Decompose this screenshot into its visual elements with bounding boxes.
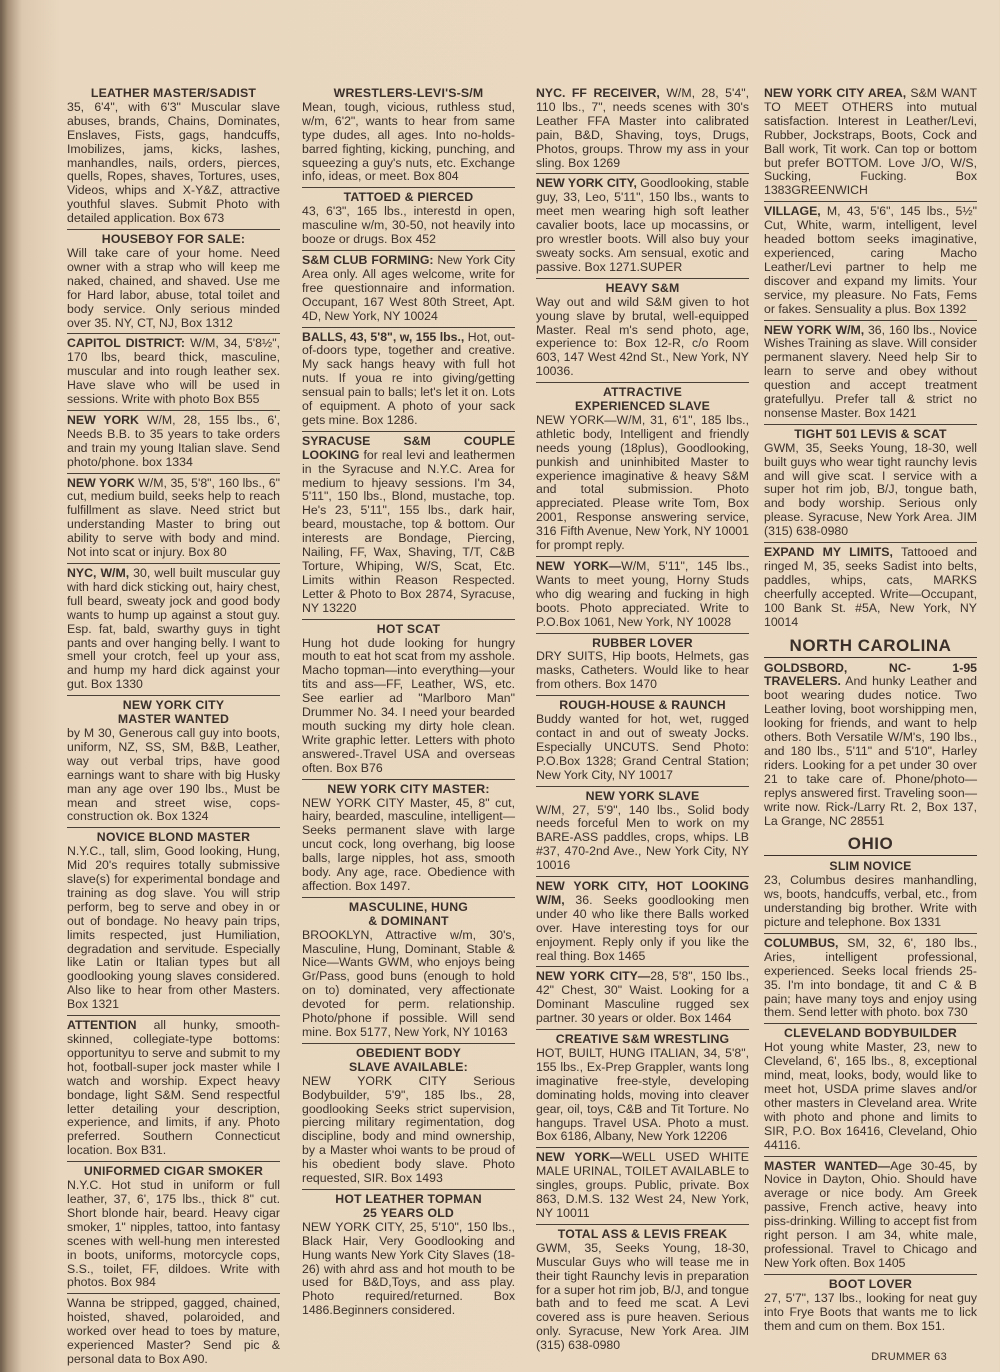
ad-body: Buddy wanted for hot, wet, rugged contact in and out of sweaty Jocks. Especially UNCUTS. Send Photo: P.O.Box 1328; Grand Central Station; New York City, NY 10017 <box>536 712 749 782</box>
ad-title: WRESTLERS-LEVI'S-S/M <box>333 86 484 100</box>
ad-lead: CAPITOL DISTRICT: <box>67 336 186 351</box>
ad-title: NEW YORK CITY MASTER: <box>327 781 490 796</box>
ad-body: Hot young white Master, 23, new to Cleveland, 6', 165 lbs., 8, exceptional mind, meat, looks, body, would like to meet hot, USDA prime slaves and/or other masters in Cleveland area. Write with photo and phone and limits to SIR, P.O. Box 16416, Cleveland, Ohio 44116. <box>764 1040 977 1152</box>
classified-ad <box>764 323 977 425</box>
ad-body: GWM, 35, Seeks Young, 18-30, well built guys who wear tight raunchy levis and will give scat. I service with a super hot rim job, B/J, tongue bath, and body worship. Serious only please. Syracuse, New York Area. JIM (315) 638-0980 <box>764 440 977 539</box>
ad-body: W/M, 34, 5'8½", 170 lbs, beard thick, masculine, muscular and into rough leather sex. Have slave who will be used in sessions. Write with photo Box B55 <box>67 336 281 407</box>
ad-body: for real levi and leathermen in the Syracuse and N.Y.C. Area for medium to hjeavy sessions. I'm 34, 5'11", 150 lbs., Blond, mustache, top. He's 23, 5'11", 155 lbs., dark hair, beard, moustache, top & bottom. Our interests are Bondage, Piercing, Nailing, FF, Wax, Shaving, T/T, C&B Torture, Whiping, W/S, Scat, Etc. Limits within Reason Respected. Letter & Photo to Box 2874, Syracuse, NY 13220 <box>302 447 515 615</box>
ad-body: HOT, BUILT, HUNG ITALIAN, 34, 5'8", 155 lbs., Ex-Prep Grappler, wants long imaginative free-style, developing dominating holds, moving into cleaver gear, oil, toys, C&B and Tit Torture. No hangups. Travel USA. Photo a must. Box 6186, Albany, New York 12206 <box>536 1046 749 1144</box>
ad-lead: BALLS, 43, 5'8", w, 155 lbs., <box>302 329 465 344</box>
classified-ad <box>764 427 977 543</box>
classified-ad <box>302 330 515 432</box>
ad-body: SM, 32, 6', 180 lbs., Aries, intelligent professional, experienced. Seeks local friends 25-35. I'm into bondage, tit and C & B pain; have many toys and enjoy using them. Send letter with photo. box 730 <box>764 935 977 1020</box>
ad-body: NEW YORK CITY Master, 45, 8" cut, hairy, bearded, masculine, intelligent—Seeks permanent slave with large uncut cock, long overhang, big loose balls, large nipples, hot ass, smooth body. Any age, race. Obedience with affection. Box 1497. <box>302 795 515 893</box>
classified-ad <box>764 204 977 320</box>
ad-lead: S&M CLUB FORMING: <box>302 252 434 267</box>
ad-body: New York City Area only. All ages welcome, write for free questionnaire and information. Occupant, 167 West 80th Street, Apt. 4D, New York, NY 10024 <box>302 252 515 323</box>
ad-title: ATTRACTIVE EXPERIENCED SLAVE <box>574 385 711 414</box>
classified-ad <box>67 232 280 334</box>
ad-title: NOVICE BLOND MASTER <box>96 830 251 845</box>
ad-lead: EXPAND MY LIMITS, <box>764 545 893 560</box>
classified-ad <box>67 566 280 696</box>
ad-lead: MASTER WANTED— <box>764 1158 891 1173</box>
ad-body: 36. Seeks goodlooking men under 40 who like there Balls worked over. Have interesting toys for our enjoyment. Reply only if you like the real thing. Box 1465 <box>536 892 749 963</box>
classified-ad <box>764 1026 977 1156</box>
ad-body: Hot, out-of-doors type, together and creative. My sack hangs heavy with full hot nuts. If youa re into giving/getting sensual pain to balls; let's let it on. Lots of equipment. A photo of your sack gets mine. Box 1286. <box>302 329 516 427</box>
classified-ad <box>536 1032 749 1148</box>
ad-body: Tattooed and ringed M, 35, seeks Sadist into belts, paddles, whips, cats, MARKS cheerfully accepted. Write—Occupant, 100 Bank St. #5A, New York, NY 10014 <box>764 545 977 629</box>
ad-body: 23, Columbus desires manhandling, ws, boots, handcuffs, verbal, etc., from understanding big brother. Write with picture and telephone. Box 1331 <box>764 873 977 930</box>
section-heading: NORTH CAROLINA <box>764 635 977 658</box>
classified-ad <box>764 1159 977 1275</box>
ad-body: And hunky Leather and boot wearing dudes notice. Two Leather loving, boot worshipping men, looking for friends, and want to help others. Both Versatile W/M's, 190 lbs., and 180 lbs., 5'11" and 5'10", Harley riders. Looking for a pet under 30 over 21 to take care of. Phone/photo—replys answered first. Traveling soon—write now. Rick-/Larry Rt. 2, Box 137, La Grange, NC 28551 <box>764 674 977 828</box>
ad-body: GWM, 35, Seeks Young, 18-30, Muscular Guys who will tease me in their tight Raunchy levis in preparation for a super hot rim job, B/J, and tongue bath and to feed me scat. A Levi covered ass is pure heaven. Serious only. Syracuse, New York Area. JIM (315) 638-0980 <box>536 1240 749 1353</box>
classified-ad <box>302 434 515 620</box>
ad-lead: NEW YORK CITY— <box>536 969 651 984</box>
ad-body: Wanna be stripped, gagged, chained, hoisted, shaved, polaroided, and worked over head to toes by mature, experienced Master? Send pic & personal data to Box A90. <box>67 1296 280 1366</box>
ad-lead: NEW YORK <box>67 412 139 427</box>
classified-ad <box>302 622 515 780</box>
ad-body: NEW YORK—W/M, 31, 6'1", 185 lbs., athletic body, Intelligent and friendly needs young (18plus), Goodlooking, punkish and uninhibited Master to experience imaginative & heavy S&M and total submission. Photo appreciated. Please write Tom, Box 2001, Response answering service, 316 Fifth Avenue, New York, NY 10001 for prompt reply. <box>536 412 749 553</box>
classified-ad <box>764 86 977 202</box>
ad-body: W/M, 5'11", 145 lbs., Wants to meet young, Horny Studs who dig wearing and fucking in high boots. Photo appreciated. Write to P.O.Box 1061, New York, NY 10028 <box>536 559 749 629</box>
ad-lead: NYC. FF RECEIVER, <box>536 86 660 100</box>
ad-title: CREATIVE S&M WRESTLING <box>555 1032 730 1047</box>
classified-ad <box>67 476 280 564</box>
ad-body: W/M, 27, 5'9", 140 lbs., Solid body needs forceful Men to work on my BARE-ASS paddles, crops, whips. LB #37, 470-2nd Ave., New York City, NY 10016 <box>536 802 749 873</box>
ad-body: Goodlooking, stable guy, 33, Leo, 5'11", 150 lbs., wants to meet men wearing high soft leather cavalier boots, lace up mocassins, or pro wrestler boots. Will also buy your sweaty socks. Am sensual, exotic and passive. Box 1271.SUPER <box>536 176 750 274</box>
ad-lead: NEW YORK CITY, <box>536 176 637 191</box>
ad-lead: GOLDSBORD, NC- 1-95 TRAVELERS. <box>764 660 977 689</box>
ad-lead: NEW YORK— <box>536 1150 623 1165</box>
ad-title: TOTAL ASS & LEVIS FREAK <box>557 1226 728 1241</box>
ad-body: 30, well built muscular guy with hard dick sticking out, hairy chest, full beard, sweaty jock and good body wants to hump up against a stout guy. Esp. fat, bald, swarthy guys in tight pants and over hanging belly. I want to smell your crotch, feel up your ass, and hump my hard dick against your gut. Box 1330 <box>67 566 280 692</box>
ad-body: all hunky, smooth-skinned, collegiate-type bottoms: opportunityu to serve and submit to my hot, football-super jock master while I watch and worship. Expect heavy bondage, light S&M. Send respectful letter detailing your description, experience, and limits, if any. Photo preferred. Southern Connecticut location. Box B31. <box>67 1018 280 1158</box>
column-1 <box>67 86 280 1372</box>
classified-ad <box>764 545 977 632</box>
ad-title: NEW YORK CITY MASTER WANTED <box>117 698 230 727</box>
ad-title: RUBBER LOVER <box>592 635 693 650</box>
ad-title: SLIM NOVICE <box>829 859 912 874</box>
ad-body: N.Y.C., tall, slim, Good looking, Hung, Mid 20's requires totally submissive slave(s) for experimental bondage and training as dog slave. You will strip perform, beg to serve and obey in or out of bondage. No heavy pain trips, limits respected, just Humiliation, degradation and servitude. Especially like Latin or Italian types but all goodlooking young slaves considered. Also like to hear from other Masters. Box 1321 <box>67 844 280 1012</box>
classified-ad <box>764 1277 977 1337</box>
classified-ad <box>536 1150 749 1225</box>
classified-ad <box>67 336 280 411</box>
classified-ad <box>764 859 977 934</box>
ad-title: NEW YORK SLAVE <box>585 788 700 803</box>
classified-ad <box>536 176 749 278</box>
ad-title: MASCULINE, HUNG & DOMINANT <box>348 899 469 928</box>
classified-ad <box>764 936 977 1024</box>
ad-lead: NYC, W/M, <box>67 566 130 580</box>
section-heading: OHIO <box>764 833 977 856</box>
classified-ad <box>302 1192 515 1321</box>
classified-ad <box>764 661 977 832</box>
ad-lead: NEW YORK CITY AREA, <box>764 86 907 100</box>
ad-body: by M 30, Generous call guy into boots, uniform, NZ, SS, SM, B&B, Leather, way out verbal trips, have good earnings want to share with big Husky man any age over 190 lbs., Must be mean and street wise, cops-construction ok. Box 1324 <box>67 725 280 824</box>
ad-body: Hung hot dude looking for hungry mouth to eat hot scat from my asshole. Macho topman—into everything—your tits and ass—FF, Leather, WS, etc. See earlier ad "Marlboro Man" Drummer No. 34. I need your bearded mouth sucking my dirty hole clean. Write graphic letter. Letters with photo answered-.Travel USA and overseas often. Box B76 <box>302 635 515 775</box>
classified-ad <box>302 253 515 328</box>
classified-ad <box>302 900 515 1044</box>
ad-title: HEAVY S&M <box>605 280 680 295</box>
column-4 <box>764 86 977 1364</box>
ad-lead: SYRACUSE S&M COUPLE LOOKING <box>302 433 515 462</box>
ad-body: 35, 6'4", with 6'3" Muscular slave abuses, brands, Chains, Dominates, Enslaves, Fists, gags, handcuffs, Imobilizes, jams, kicks, lashes, manhandles, nails, orders, pierces, quells, Ropes, shaves, Tortures, uses, Videos, whips and X-Y&Z, attractive youthful slaves. Submit Photo with detailed application. Box 673 <box>67 99 280 226</box>
ad-lead: NEW YORK W/M, <box>764 322 865 337</box>
ad-lead: VILLAGE, <box>764 204 821 219</box>
ad-body: WELL USED WHITE MALE URINAL, TOILET AVAILABLE to singles, groups. Public, private. Box 863, D.M.S. 132 West 24, New York, NY 10011 <box>536 1150 749 1220</box>
classified-ad <box>536 559 749 634</box>
ad-body: BROOKLYN, Attractive w/m, 30's, Masculine, Hung, Dominant, Stable & Nice—Wants GWM, who enjoys being Gr/Pass, good buns (enough to hold on to) dominated, very affectionate devoted for perm. relationship. Photo/phone if possible. Will send mine. Box 5177, New York, NY 10163 <box>302 927 515 1039</box>
ad-body: 36, 160 lbs., Novice Wishes Training as slave. Will consider permanent slavery. Need help Sir to learn to serve and obey without question and accept treatment gratefullyu. Prefer tall & strict no nonsense Master. Box 1421 <box>764 322 977 420</box>
ad-body: Will take care of your home. Need owner with a strap who will keep me naked, chained, and shaved. Use me for Hard labor, abuse, total toilet and body service. Only serious minded over 35. NY, CT, NJ, Box 1312 <box>67 245 280 330</box>
page-footer: DRUMMER 63 <box>871 1351 947 1364</box>
ad-title: ROUGH-HOUSE & RAUNCH <box>559 698 726 713</box>
ad-body: NEW YORK CITY, 25, 5'10", 150 lbs., Black Hair, Very Goodlooking and Hung wants New York City Slaves (18-26) with ahrd ass and hot mouth to be used for B&D,Toys, and ass play. Photo required/returned. Box 1486.Beginners considered. <box>302 1219 515 1318</box>
classified-ad <box>536 385 749 557</box>
classified-ad <box>536 789 749 877</box>
ad-body: 43, 6'3", 165 lbs., interestd in open, masculine w/m, 30-50, not heavily into booze or drugs. Box 452 <box>302 204 515 247</box>
classified-ad <box>536 281 749 383</box>
ad-lead: NEW YORK <box>67 475 135 490</box>
ad-body: W/M, 28, 155 lbs., 6', Needs B.B. to 35 years to take orders and train my young Italian slave. Send photo/phone. box 1334 <box>67 412 280 469</box>
ad-body: Age 30-45, by Novice in Dayton, Ohio. Should have average or nice body. Am Greek passive, French active, heavy into piss-drinking. Willing to accept fist from right person. I am 34, white male, professional. Travel to Chicago and New York often. Box 1405 <box>764 1158 977 1270</box>
ad-lead: ATTENTION <box>67 1018 137 1033</box>
ad-title: UNIFORMED CIGAR SMOKER <box>83 1164 264 1179</box>
ad-title: HOT LEATHER TOPMAN 25 YEARS OLD <box>335 1191 482 1220</box>
ad-body: Mean, tough, vicious, ruthless stud, w/m, 6'2", wants to hear from same type dudes, all ages. Into no-holds-barred fighting, kicking, punching, and squeezing a guy's nuts, etc. Exchange info, ideas, or meet. Box 804 <box>302 99 515 184</box>
classified-ad <box>302 190 515 251</box>
ad-body: Way out and wild S&M given to hot young slave by brutal, well-equipped Master. Real m's send photo, age, experience to: Box 12-R, c/o Room 603, 147 West 42nd St., New York, NY 10036. <box>536 294 749 379</box>
classified-ad <box>536 1227 749 1356</box>
ad-body: N.Y.C. Hot stud in uniform or full leather, 37, 6', 175 lbs., thick 8" cut. Short blonde hair, beard. Heavy cigar smoker, 1" nipples, tattoo, into fantasy scenes with well-hung men interested in boots, uniforms, motorcycle cops, S.S., toilet, FF, dildoes. Write with photos. Box 984 <box>67 1178 280 1290</box>
ad-lead: NEW YORK— <box>536 559 622 573</box>
ad-body: 27, 5'7", 137 lbs., looking for neat guy into Frye Boots that wants me to lick them and cum on them. Box 151. <box>764 1290 977 1333</box>
ad-lead: COLUMBUS, <box>764 935 839 950</box>
classified-ad <box>67 830 280 1016</box>
classified-ad <box>536 969 749 1030</box>
classified-ad <box>67 1018 280 1162</box>
ad-lead: NEW YORK CITY, HOT LOOKING W/M, <box>536 879 749 907</box>
classified-ad <box>67 1164 280 1294</box>
ad-body: W/M, 28, 5'4", 110 lbs., 7", needs scenes with 30's Leather FFA Master into calibrated pain, B&D, Shaving, toys, Drugs, Photos, groups. Throw my ass in your sling. Box 1269 <box>536 86 749 170</box>
ad-title: BOOT LOVER <box>828 1276 913 1291</box>
classified-ad <box>67 86 280 230</box>
ad-title: TIGHT 501 LEVIS & SCAT <box>794 426 947 441</box>
ad-title: LEATHER MASTER/SADIST <box>90 86 257 100</box>
ad-body: NEW YORK CITY Serious Bodybuilder, 5'9", 185 lbs., 28, goodlooking Seeks strict supervision, piercing military regimentation, dog discipline, body and mind ownership, by a Master whoi wants to be proud of his obedient body slave. Photo requested, SIR. Box 1493 <box>302 1073 515 1186</box>
ad-title: OBEDIENT BODY SLAVE AVAILABLE: <box>349 1045 468 1074</box>
ad-body: DRY SUITS, Hip boots, Helmets, gas masks, Catheters. Would like to hear from others. Box 1470 <box>536 649 749 692</box>
classified-ad <box>536 879 749 967</box>
classified-ad <box>67 413 280 474</box>
ad-body: M, 43, 5'6", 145 lbs., 5½" Cut, White, warm, intelligent, level headed bottom seeks imaginative, experienced, caring Macho Leather/Levi partner to help me discover and expand my limits. Your service, my pleasure. No Fats, Fems or fakes. Sensuality a plus. Box 1392 <box>764 204 977 316</box>
classified-ad <box>536 698 749 786</box>
classified-ad <box>67 1296 280 1370</box>
ad-title: HOUSEBOY FOR SALE: <box>101 232 246 247</box>
classified-ad <box>302 1046 515 1190</box>
ad-body: 28, 5'8", 150 lbs., 42" Chest, 30" Waist. Looking for a Dominant Masculine rugged sex partner. 30 years or older. Box 1464 <box>536 969 749 1026</box>
ad-title: HOT SCAT <box>376 621 441 636</box>
classified-ad <box>302 782 515 898</box>
classified-ad <box>67 698 280 828</box>
classified-ad <box>302 86 515 188</box>
ad-body: S&M WANT TO MEET OTHERS into mutual satisfaction. Interest in Leather/Levi, Rubber, Jockstraps, Boots, Cock and Ball work, Tit work. Can top or bottom but prefer BOTTOM. Love J/O, W/S, Sucking, Fucking. Box 1383GREENWICH <box>764 86 977 198</box>
column-2 <box>302 86 515 1323</box>
column-3 <box>536 86 749 1358</box>
classified-ad <box>536 636 749 697</box>
classified-ad <box>536 86 749 174</box>
ad-title: CLEVELAND BODYBUILDER <box>784 1026 957 1041</box>
ad-body: W/M, 35, 5'8", 160 lbs., 6" cut, medium build, seeks help to reach fulfillment as slave. Need strict but understanding Master to bring out ability to serve with body and mind. Not into scat or injury. Box 80 <box>67 475 280 560</box>
ad-title: TATTOED & PIERCED <box>343 190 474 205</box>
